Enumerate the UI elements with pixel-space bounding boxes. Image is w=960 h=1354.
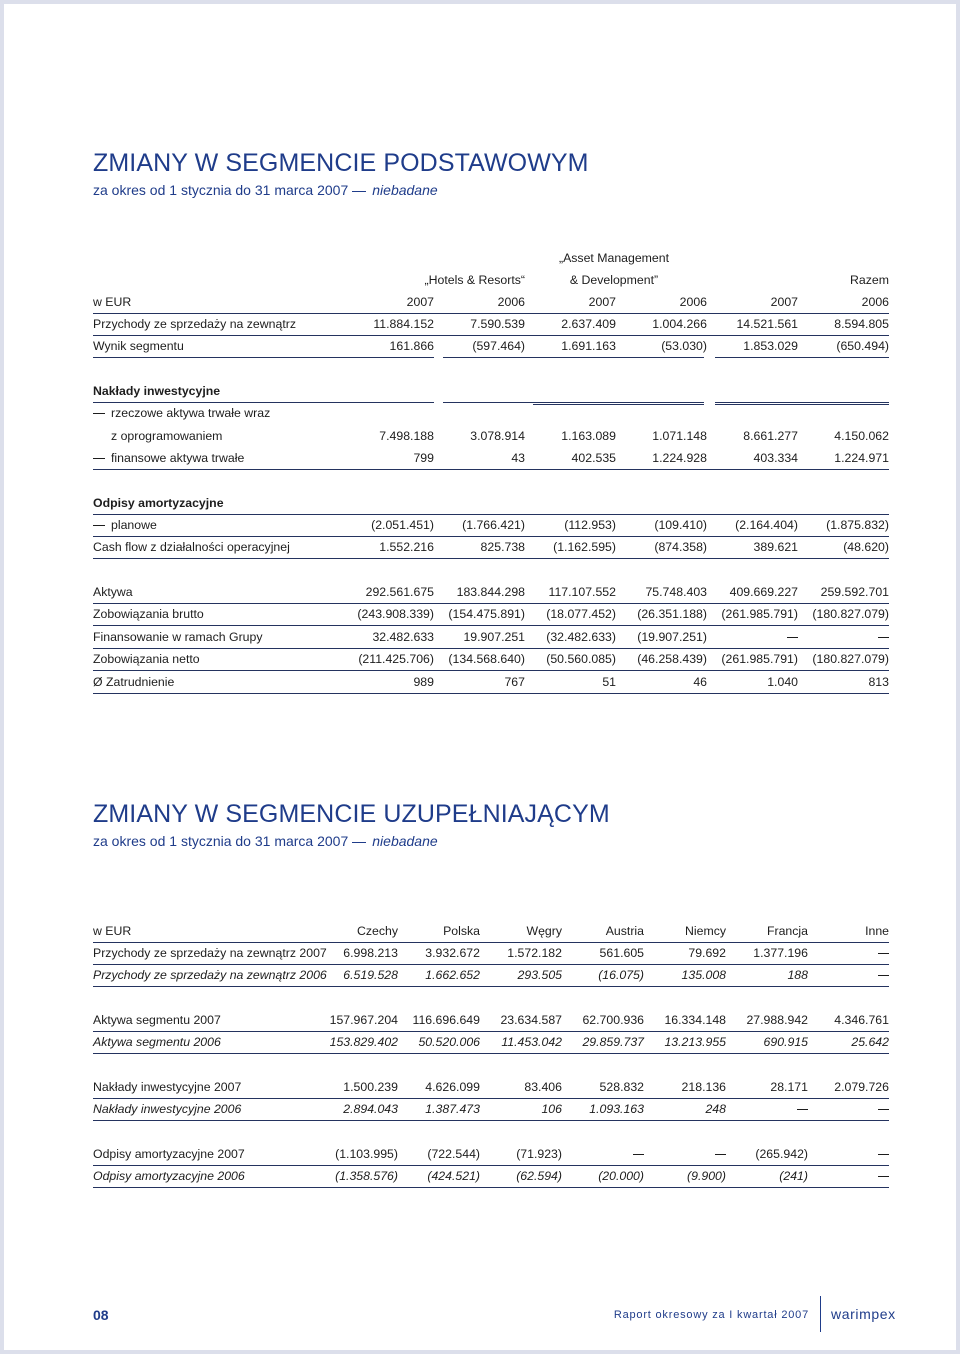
table-row <box>93 493 889 515</box>
year-header-row <box>93 292 889 314</box>
value-cell: 23.634.587 <box>500 1013 562 1027</box>
value-cell: 389.621 <box>753 540 798 554</box>
row-label-text: finansowe aktywa trwałe <box>111 451 245 465</box>
value-cell: 11.884.152 <box>373 317 434 331</box>
value-cell: 135.008 <box>681 968 726 982</box>
value-cell: (180.827.079) <box>812 607 889 621</box>
value-cell: 7.590.539 <box>470 317 525 331</box>
row-rule <box>93 670 889 671</box>
value-cell: 561.605 <box>599 946 644 960</box>
value-cell: 1.071.148 <box>652 429 707 443</box>
value-cell: (50.560.085) <box>546 652 616 666</box>
value-cell: 1.662.652 <box>425 968 480 982</box>
table-row <box>93 604 889 626</box>
section-subtitle-core-segment <box>93 182 438 198</box>
section-title-core-segment: ZMIANY W SEGMENCIE PODSTAWOWYM <box>93 149 589 177</box>
value-cell: 218.136 <box>681 1080 726 1094</box>
value-cell: 528.832 <box>599 1080 644 1094</box>
value-cell: (1.162.595) <box>553 540 616 554</box>
row-label-text: Wynik segmentu <box>93 339 184 353</box>
table-row <box>93 582 889 604</box>
value-cell: (597.464) <box>472 339 525 353</box>
value-cell: 157.967.204 <box>329 1013 398 1027</box>
footer-separator <box>820 1296 821 1332</box>
value-cell: (180.827.079) <box>812 652 889 666</box>
value-cell: (18.077.452) <box>546 607 616 621</box>
table-row <box>93 448 889 470</box>
dash-separator <box>352 842 366 843</box>
value-cell: (71.923) <box>516 1147 562 1161</box>
value-cell: 3.932.672 <box>425 946 480 960</box>
table-row <box>93 1010 889 1032</box>
value-cell: 32.482.633 <box>372 630 434 644</box>
value-cell: 402.535 <box>571 451 616 465</box>
year-col-6: 2006 <box>861 295 889 309</box>
row-label-text: Finansowanie w ramach Grupy <box>93 630 263 644</box>
group-header-asset-mgmt-2: & Development” <box>569 273 659 287</box>
value-cell: 7.498.188 <box>379 429 434 443</box>
bullet-dash <box>93 525 105 526</box>
value-cell: 690.915 <box>763 1035 808 1049</box>
value-cell <box>878 1147 889 1161</box>
value-cell: 79.692 <box>688 946 726 960</box>
unit-label: w EUR <box>93 295 132 309</box>
value-cell: 409.669.227 <box>729 585 798 599</box>
value-cell: 13.213.955 <box>664 1035 726 1049</box>
row-rule <box>93 986 889 987</box>
table-row <box>93 381 889 403</box>
report-name: Raport okresowy za I kwartał 2007 <box>613 1309 809 1321</box>
value-cell: 161.866 <box>389 339 434 353</box>
dash-separator <box>352 191 366 192</box>
row-label <box>93 675 174 689</box>
empty-dash <box>797 1109 808 1110</box>
table-row <box>93 649 889 671</box>
value-cell: (2.051.451) <box>371 518 434 532</box>
table-row <box>93 627 889 649</box>
section-subtitle-supplementary-segment <box>93 833 438 849</box>
row-label <box>93 585 133 599</box>
table-row <box>93 336 889 358</box>
row-label: Nakłady inwestycyjne 2006 <box>93 1102 242 1116</box>
row-label: Nakłady inwestycyjne 2007 <box>93 1080 242 1094</box>
value-cell: (265.942) <box>755 1147 808 1161</box>
row-label <box>111 429 222 443</box>
value-cell: (134.568.640) <box>448 652 525 666</box>
value-cell: (19.907.251) <box>637 630 707 644</box>
table-row <box>93 1032 889 1054</box>
page-number: 08 <box>93 1307 109 1323</box>
table-row <box>93 426 889 448</box>
row-label: Przychody ze sprzedaży na zewnątrz 2006 <box>93 968 327 982</box>
value-cell: (1.875.832) <box>826 518 889 532</box>
empty-dash <box>633 1154 644 1155</box>
value-cell: 183.844.298 <box>456 585 525 599</box>
row-label-text: Cash flow z działalności operacyjnej <box>93 540 290 554</box>
value-cell: (46.258.439) <box>637 652 707 666</box>
table-row <box>93 672 889 694</box>
value-cell: 11.453.042 <box>501 1035 562 1049</box>
value-cell: (20.000) <box>598 1169 644 1183</box>
value-cell: 29.859.737 <box>582 1035 644 1049</box>
group-header-row-1 <box>93 248 889 270</box>
empty-dash <box>787 637 798 638</box>
row-rule <box>93 1120 889 1121</box>
table-row <box>93 1077 889 1099</box>
value-cell: 1.163.089 <box>561 429 616 443</box>
year-col-4: 2006 <box>679 295 707 309</box>
value-cell: 292.561.675 <box>365 585 434 599</box>
row-label: Aktywa segmentu 2006 <box>93 1035 221 1049</box>
row-label <box>93 317 296 331</box>
value-cell: 62.700.936 <box>582 1013 644 1027</box>
value-cell: 3.078.914 <box>470 429 525 443</box>
value-cell: 43 <box>511 451 525 465</box>
period-text: za okres od 1 stycznia do 31 marca 2007 <box>93 833 349 849</box>
row-label <box>93 607 204 621</box>
col-polska: Polska <box>443 924 480 938</box>
value-cell: 6.998.213 <box>343 946 398 960</box>
row-rule <box>93 558 889 559</box>
row-label <box>93 339 184 353</box>
value-cell: 1.853.029 <box>743 339 798 353</box>
value-cell: (261.985.791) <box>721 652 798 666</box>
value-cell: 1.224.928 <box>652 451 707 465</box>
value-cell: 989 <box>413 675 434 689</box>
page-footer <box>4 1294 956 1334</box>
row-rule <box>715 404 889 405</box>
value-cell <box>878 1169 889 1183</box>
table-row <box>93 1166 889 1188</box>
row-label: Przychody ze sprzedaży na zewnątrz 2007 <box>93 946 327 960</box>
value-cell: 75.748.403 <box>645 585 707 599</box>
value-cell: (874.358) <box>654 540 707 554</box>
value-cell: 188 <box>787 968 808 982</box>
value-cell: (650.494) <box>836 339 889 353</box>
value-cell: (1.766.421) <box>462 518 525 532</box>
value-cell: (16.075) <box>598 968 644 982</box>
unit-label: w EUR <box>93 924 132 938</box>
value-cell: (48.620) <box>843 540 889 554</box>
value-cell: 1.387.473 <box>425 1102 480 1116</box>
col-wegry: Węgry <box>526 924 562 938</box>
value-cell: 51 <box>602 675 616 689</box>
value-cell: 1.572.182 <box>507 946 562 960</box>
value-cell: 50.520.006 <box>418 1035 480 1049</box>
value-cell: 1.040 <box>767 675 798 689</box>
row-label-text: Odpisy amortyzacyjne <box>93 496 224 510</box>
value-cell: 4.626.099 <box>425 1080 480 1094</box>
value-cell: 1.500.239 <box>343 1080 398 1094</box>
value-cell: 1.552.216 <box>379 540 434 554</box>
row-label <box>93 630 263 644</box>
value-cell: 106 <box>541 1102 562 1116</box>
empty-dash <box>878 637 889 638</box>
year-col-5: 2007 <box>770 295 798 309</box>
empty-dash <box>878 975 889 976</box>
value-cell: 116.696.649 <box>412 1013 480 1027</box>
row-label-text: z oprogramowaniem <box>111 429 223 443</box>
value-cell <box>633 1147 644 1161</box>
value-cell: (211.425.706) <box>358 652 434 666</box>
group-header-total: Razem <box>850 273 889 287</box>
row-label-text: Aktywa <box>93 585 133 599</box>
value-cell: 6.519.528 <box>343 968 398 982</box>
empty-dash <box>878 1176 889 1177</box>
value-cell <box>787 630 798 644</box>
value-cell: (32.482.633) <box>546 630 616 644</box>
value-cell: (154.475.891) <box>448 607 525 621</box>
row-label: Odpisy amortyzacyjne 2006 <box>93 1169 245 1183</box>
value-cell: 27.988.942 <box>746 1013 808 1027</box>
value-cell: 2.079.726 <box>834 1080 889 1094</box>
unaudited-tag: niebadane <box>372 182 438 198</box>
value-cell: 1.691.163 <box>561 339 616 353</box>
value-cell: 799 <box>413 451 434 465</box>
row-label-text: planowe <box>111 518 157 532</box>
row-label <box>93 451 244 465</box>
value-cell: 1.224.971 <box>834 451 889 465</box>
empty-dash <box>715 1154 726 1155</box>
bullet-dash <box>93 458 105 459</box>
row-rule <box>533 357 704 358</box>
col-czechy: Czechy <box>356 924 398 938</box>
table-row <box>93 1099 889 1121</box>
value-cell <box>878 946 889 960</box>
value-cell: (722.544) <box>427 1147 480 1161</box>
segment-rule-row <box>93 403 889 425</box>
row-label <box>93 384 220 398</box>
value-cell: 403.334 <box>753 451 798 465</box>
value-cell: 1.004.266 <box>652 317 707 331</box>
value-cell <box>878 1102 889 1116</box>
value-cell: 813 <box>868 675 889 689</box>
value-cell: 1.377.196 <box>753 946 808 960</box>
brand-logo: warimpex <box>831 1306 896 1322</box>
row-rule <box>93 357 434 358</box>
value-cell: (9.900) <box>687 1169 726 1183</box>
col-inne: Inne <box>865 924 889 938</box>
value-cell: 767 <box>504 675 525 689</box>
row-rule <box>533 404 704 405</box>
value-cell: 19.907.251 <box>463 630 525 644</box>
value-cell: (53.030) <box>661 339 707 353</box>
section-title-supplementary-segment: ZMIANY W SEGMENCIE UZUPEŁNIAJĄCYM <box>93 800 610 828</box>
row-label: Odpisy amortyzacyjne 2007 <box>93 1147 245 1161</box>
value-cell: 8.661.277 <box>743 429 798 443</box>
group-header-hotels: „Hotels & Resorts“ <box>424 273 525 287</box>
row-label-text: Ø Zatrudnienie <box>93 675 175 689</box>
value-cell: 259.592.701 <box>820 585 889 599</box>
row-label-text: Zobowiązania brutto <box>93 607 204 621</box>
row-rule <box>93 469 889 470</box>
row-rule <box>443 357 534 358</box>
row-label <box>93 540 290 554</box>
value-cell: 293.505 <box>517 968 562 982</box>
value-cell: (261.985.791) <box>721 607 798 621</box>
unaudited-tag: niebadane <box>372 833 438 849</box>
row-label <box>93 652 200 666</box>
row-label-text: rzeczowe aktywa trwałe wraz <box>111 406 271 420</box>
row-label <box>93 496 224 510</box>
value-cell: (62.594) <box>516 1169 562 1183</box>
value-cell: (26.351.188) <box>637 607 707 621</box>
row-label <box>93 518 157 532</box>
value-cell: (2.164.404) <box>735 518 798 532</box>
value-cell: (1.103.995) <box>335 1147 398 1161</box>
table-row <box>93 537 889 559</box>
value-cell: 153.829.402 <box>329 1035 398 1049</box>
year-col-1: 2007 <box>406 295 434 309</box>
col-austria: Austria <box>605 924 644 938</box>
value-cell: 46 <box>693 675 707 689</box>
value-cell: 14.521.561 <box>736 317 798 331</box>
value-cell: 4.346.761 <box>834 1013 889 1027</box>
value-cell: (424.521) <box>427 1169 480 1183</box>
value-cell: (112.953) <box>564 518 616 532</box>
table-row <box>93 1144 889 1166</box>
value-cell: (1.358.576) <box>335 1169 398 1183</box>
row-label-text: Zobowiązania netto <box>93 652 200 666</box>
empty-dash <box>878 1154 889 1155</box>
value-cell: (109.410) <box>654 518 707 532</box>
value-cell: 825.738 <box>480 540 525 554</box>
value-cell: 25.642 <box>851 1035 889 1049</box>
value-cell: 28.171 <box>770 1080 808 1094</box>
value-cell <box>878 968 889 982</box>
row-label-text: Nakłady inwestycyjne <box>93 384 221 398</box>
value-cell: 1.093.163 <box>589 1102 644 1116</box>
col-francja: Francja <box>766 924 808 938</box>
group-header-asset-mgmt-1: „Asset Management <box>558 251 670 265</box>
period-text: za okres od 1 stycznia do 31 marca 2007 <box>93 182 349 198</box>
value-cell <box>797 1102 808 1116</box>
value-cell: 4.150.062 <box>834 429 889 443</box>
row-rule <box>93 1053 889 1054</box>
value-cell: 8.594.805 <box>834 317 889 331</box>
value-cell: 16.334.148 <box>664 1013 726 1027</box>
country-header-row <box>93 921 889 943</box>
value-cell: 117.107.552 <box>548 585 616 599</box>
group-header-row-2 <box>93 270 889 292</box>
row-label: Aktywa segmentu 2007 <box>93 1013 221 1027</box>
value-cell: 248 <box>705 1102 726 1116</box>
row-rule <box>93 693 889 694</box>
value-cell <box>715 1147 726 1161</box>
table-row <box>93 515 889 537</box>
table-row <box>93 965 889 987</box>
table-row <box>93 943 889 965</box>
value-cell: 2.637.409 <box>561 317 616 331</box>
table-row <box>93 314 889 336</box>
row-rule <box>715 357 889 358</box>
report-page <box>4 4 956 1350</box>
value-cell: 83.406 <box>524 1080 562 1094</box>
year-col-2: 2006 <box>497 295 525 309</box>
empty-dash <box>878 1109 889 1110</box>
value-cell: (243.908.339) <box>357 607 434 621</box>
col-niemcy: Niemcy <box>685 924 726 938</box>
value-cell <box>878 630 889 644</box>
year-col-3: 2007 <box>588 295 616 309</box>
row-rule <box>93 625 889 626</box>
value-cell: 2.894.043 <box>343 1102 398 1116</box>
row-label-text: Przychody ze sprzedaży na zewnątrz <box>93 317 296 331</box>
row-rule <box>93 1187 889 1188</box>
value-cell: (241) <box>779 1169 808 1183</box>
empty-dash <box>878 953 889 954</box>
